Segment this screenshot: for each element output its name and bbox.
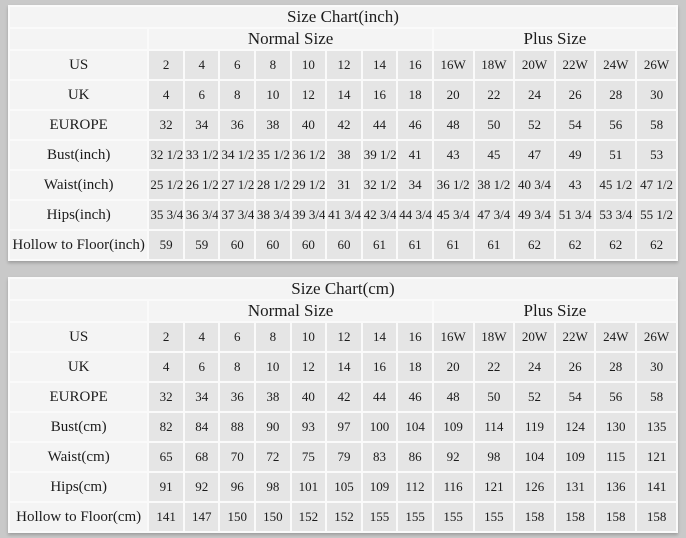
size-value-cell: 105: [327, 473, 361, 501]
size-value-cell: 136: [596, 473, 635, 501]
size-value-cell: 6: [220, 323, 254, 351]
size-value-cell: 26: [556, 81, 595, 109]
size-value-cell: 82: [149, 413, 183, 441]
size-value-cell: 47 1/2: [637, 171, 676, 199]
size-value-cell: 16: [363, 353, 397, 381]
corner-cell: [10, 301, 147, 321]
size-value-cell: 50: [475, 383, 514, 411]
size-value-cell: 35 3/4: [149, 201, 183, 229]
column-group-header: Plus Size: [434, 29, 676, 49]
size-value-cell: 47: [515, 141, 554, 169]
row-label: Hollow to Floor(cm): [10, 503, 147, 531]
size-value-cell: 40: [292, 111, 326, 139]
size-value-cell: 61: [398, 231, 432, 259]
column-group-row: [10, 29, 676, 49]
size-value-cell: 49: [556, 141, 595, 169]
size-value-cell: 158: [515, 503, 554, 531]
size-value-cell: 97: [327, 413, 361, 441]
size-value-cell: 24: [515, 81, 554, 109]
size-value-cell: 116: [434, 473, 473, 501]
size-value-cell: 42: [327, 111, 361, 139]
size-value-cell: 20W: [515, 323, 554, 351]
size-value-cell: 59: [149, 231, 183, 259]
size-value-cell: 38 3/4: [256, 201, 290, 229]
size-value-cell: 109: [434, 413, 473, 441]
size-value-cell: 40: [292, 383, 326, 411]
size-value-cell: 20: [434, 81, 473, 109]
size-value-cell: 90: [256, 413, 290, 441]
size-value-cell: 31: [327, 171, 361, 199]
size-value-cell: 4: [185, 323, 219, 351]
column-group-header: Normal Size: [149, 301, 432, 321]
size-value-cell: 22: [475, 353, 514, 381]
size-value-cell: 45 1/2: [596, 171, 635, 199]
size-value-cell: 4: [149, 81, 183, 109]
size-value-cell: 41: [398, 141, 432, 169]
size-value-cell: 83: [363, 443, 397, 471]
size-value-cell: 50: [475, 111, 514, 139]
size-value-cell: 158: [556, 503, 595, 531]
size-value-cell: 8: [220, 353, 254, 381]
size-value-cell: 8: [256, 51, 290, 79]
size-value-cell: 36: [220, 111, 254, 139]
size-value-cell: 43: [556, 171, 595, 199]
size-value-cell: 6: [185, 81, 219, 109]
row-label: Waist(cm): [10, 443, 147, 471]
row-label: US: [10, 323, 147, 351]
size-value-cell: 56: [596, 383, 635, 411]
size-value-cell: 42: [327, 383, 361, 411]
size-value-cell: 16: [363, 81, 397, 109]
size-value-cell: 92: [185, 473, 219, 501]
size-value-cell: 32: [149, 383, 183, 411]
size-value-cell: 8: [220, 81, 254, 109]
size-value-cell: 60: [292, 231, 326, 259]
size-value-cell: 158: [637, 503, 676, 531]
size-value-cell: 155: [363, 503, 397, 531]
size-value-cell: 61: [363, 231, 397, 259]
size-value-cell: 61: [434, 231, 473, 259]
size-value-cell: 4: [149, 353, 183, 381]
size-value-cell: 126: [515, 473, 554, 501]
size-value-cell: 28: [596, 81, 635, 109]
size-value-cell: 121: [637, 443, 676, 471]
column-group-header: Normal Size: [149, 29, 432, 49]
size-value-cell: 6: [220, 51, 254, 79]
size-value-cell: 91: [149, 473, 183, 501]
size-value-cell: 39 3/4: [292, 201, 326, 229]
size-value-cell: 93: [292, 413, 326, 441]
size-value-cell: 2: [149, 51, 183, 79]
size-value-cell: 43: [434, 141, 473, 169]
row-label: UK: [10, 81, 147, 109]
size-value-cell: 52: [515, 111, 554, 139]
table-row: [10, 323, 676, 351]
size-value-cell: 62: [637, 231, 676, 259]
size-value-cell: 119: [515, 413, 554, 441]
size-value-cell: 44 3/4: [398, 201, 432, 229]
size-value-cell: 98: [256, 473, 290, 501]
size-value-cell: 147: [185, 503, 219, 531]
size-value-cell: 112: [398, 473, 432, 501]
size-value-cell: 135: [637, 413, 676, 441]
size-value-cell: 18W: [475, 51, 514, 79]
size-value-cell: 45 3/4: [434, 201, 473, 229]
size-value-cell: 130: [596, 413, 635, 441]
table-row: [10, 503, 676, 531]
row-label: Waist(inch): [10, 171, 147, 199]
size-value-cell: 24W: [596, 323, 635, 351]
size-value-cell: 20W: [515, 51, 554, 79]
size-value-cell: 22W: [556, 51, 595, 79]
size-value-cell: 114: [475, 413, 514, 441]
size-value-cell: 68: [185, 443, 219, 471]
size-value-cell: 141: [637, 473, 676, 501]
size-value-cell: 109: [556, 443, 595, 471]
size-value-cell: 51: [596, 141, 635, 169]
size-value-cell: 141: [149, 503, 183, 531]
size-value-cell: 12: [292, 353, 326, 381]
size-chart-table: [8, 5, 678, 261]
table-row: [10, 111, 676, 139]
size-value-cell: 28 1/2: [256, 171, 290, 199]
table-title: Size Chart(cm): [10, 279, 676, 299]
size-value-cell: 6: [185, 353, 219, 381]
size-value-cell: 48: [434, 111, 473, 139]
size-value-cell: 124: [556, 413, 595, 441]
size-value-cell: 10: [292, 51, 326, 79]
size-value-cell: 59: [185, 231, 219, 259]
size-value-cell: 36: [220, 383, 254, 411]
size-value-cell: 45: [475, 141, 514, 169]
size-value-cell: 158: [596, 503, 635, 531]
size-value-cell: 65: [149, 443, 183, 471]
size-value-cell: 72: [256, 443, 290, 471]
size-value-cell: 38: [256, 111, 290, 139]
size-value-cell: 12: [292, 81, 326, 109]
size-value-cell: 46: [398, 111, 432, 139]
size-value-cell: 34: [185, 111, 219, 139]
size-value-cell: 56: [596, 111, 635, 139]
size-value-cell: 39 1/2: [363, 141, 397, 169]
size-chart-inch-table: [8, 5, 678, 261]
size-value-cell: 8: [256, 323, 290, 351]
size-value-cell: 62: [596, 231, 635, 259]
size-value-cell: 62: [515, 231, 554, 259]
size-value-cell: 34: [398, 171, 432, 199]
size-value-cell: 104: [515, 443, 554, 471]
size-value-cell: 36 1/2: [292, 141, 326, 169]
size-value-cell: 92: [434, 443, 473, 471]
size-value-cell: 88: [220, 413, 254, 441]
size-value-cell: 10: [256, 81, 290, 109]
size-value-cell: 155: [475, 503, 514, 531]
size-value-cell: 36 1/2: [434, 171, 473, 199]
table-row: [10, 443, 676, 471]
size-value-cell: 84: [185, 413, 219, 441]
table-row: [10, 171, 676, 199]
table-row: [10, 51, 676, 79]
size-value-cell: 12: [327, 323, 361, 351]
size-value-cell: 52: [515, 383, 554, 411]
size-value-cell: 16W: [434, 51, 473, 79]
table-row: [10, 231, 676, 259]
size-value-cell: 54: [556, 111, 595, 139]
size-value-cell: 58: [637, 383, 676, 411]
row-label: Hips(inch): [10, 201, 147, 229]
size-value-cell: 152: [327, 503, 361, 531]
size-value-cell: 18W: [475, 323, 514, 351]
size-value-cell: 75: [292, 443, 326, 471]
size-value-cell: 152: [292, 503, 326, 531]
size-value-cell: 150: [220, 503, 254, 531]
size-value-cell: 155: [398, 503, 432, 531]
size-value-cell: 22W: [556, 323, 595, 351]
table-title-row: [10, 7, 676, 27]
size-value-cell: 60: [256, 231, 290, 259]
size-value-cell: 41 3/4: [327, 201, 361, 229]
size-value-cell: 61: [475, 231, 514, 259]
row-label: UK: [10, 353, 147, 381]
size-value-cell: 34: [185, 383, 219, 411]
table-row: [10, 413, 676, 441]
size-value-cell: 32 1/2: [149, 141, 183, 169]
size-value-cell: 38: [256, 383, 290, 411]
size-value-cell: 48: [434, 383, 473, 411]
size-value-cell: 14: [327, 353, 361, 381]
column-group-row: [10, 301, 676, 321]
size-value-cell: 58: [637, 111, 676, 139]
table-row: [10, 353, 676, 381]
size-value-cell: 121: [475, 473, 514, 501]
size-value-cell: 36 3/4: [185, 201, 219, 229]
size-value-cell: 12: [327, 51, 361, 79]
size-value-cell: 10: [292, 323, 326, 351]
size-value-cell: 25 1/2: [149, 171, 183, 199]
size-value-cell: 28: [596, 353, 635, 381]
size-value-cell: 35 1/2: [256, 141, 290, 169]
size-value-cell: 115: [596, 443, 635, 471]
size-value-cell: 2: [149, 323, 183, 351]
size-value-cell: 10: [256, 353, 290, 381]
size-value-cell: 26W: [637, 323, 676, 351]
size-value-cell: 54: [556, 383, 595, 411]
table-row: [10, 383, 676, 411]
size-value-cell: 86: [398, 443, 432, 471]
size-chart-table: [8, 277, 678, 533]
table-title-row: [10, 279, 676, 299]
row-label: US: [10, 51, 147, 79]
size-value-cell: 46: [398, 383, 432, 411]
size-value-cell: 44: [363, 111, 397, 139]
size-value-cell: 14: [363, 51, 397, 79]
size-value-cell: 70: [220, 443, 254, 471]
size-value-cell: 62: [556, 231, 595, 259]
size-value-cell: 79: [327, 443, 361, 471]
size-value-cell: 32 1/2: [363, 171, 397, 199]
size-value-cell: 155: [434, 503, 473, 531]
size-value-cell: 51 3/4: [556, 201, 595, 229]
size-value-cell: 26W: [637, 51, 676, 79]
row-label: EUROPE: [10, 111, 147, 139]
size-value-cell: 101: [292, 473, 326, 501]
size-value-cell: 24: [515, 353, 554, 381]
size-value-cell: 18: [398, 81, 432, 109]
size-value-cell: 4: [185, 51, 219, 79]
row-label: Bust(inch): [10, 141, 147, 169]
size-value-cell: 16: [398, 323, 432, 351]
size-value-cell: 38: [327, 141, 361, 169]
size-value-cell: 53: [637, 141, 676, 169]
table-row: [10, 201, 676, 229]
table-row: [10, 81, 676, 109]
row-label: EUROPE: [10, 383, 147, 411]
size-value-cell: 29 1/2: [292, 171, 326, 199]
column-group-header: Plus Size: [434, 301, 676, 321]
row-label: Bust(cm): [10, 413, 147, 441]
size-value-cell: 55 1/2: [637, 201, 676, 229]
size-value-cell: 104: [398, 413, 432, 441]
size-value-cell: 22: [475, 81, 514, 109]
size-value-cell: 16: [398, 51, 432, 79]
size-value-cell: 47 3/4: [475, 201, 514, 229]
size-value-cell: 14: [363, 323, 397, 351]
size-value-cell: 53 3/4: [596, 201, 635, 229]
size-value-cell: 60: [327, 231, 361, 259]
size-value-cell: 34 1/2: [220, 141, 254, 169]
table-row: [10, 473, 676, 501]
size-value-cell: 40 3/4: [515, 171, 554, 199]
size-value-cell: 42 3/4: [363, 201, 397, 229]
size-value-cell: 44: [363, 383, 397, 411]
row-label: Hips(cm): [10, 473, 147, 501]
size-value-cell: 37 3/4: [220, 201, 254, 229]
size-value-cell: 27 1/2: [220, 171, 254, 199]
row-label: Hollow to Floor(inch): [10, 231, 147, 259]
size-value-cell: 30: [637, 353, 676, 381]
size-value-cell: 49 3/4: [515, 201, 554, 229]
size-chart-cm-table: [8, 277, 678, 533]
size-value-cell: 26: [556, 353, 595, 381]
size-value-cell: 26 1/2: [185, 171, 219, 199]
size-value-cell: 14: [327, 81, 361, 109]
size-value-cell: 24W: [596, 51, 635, 79]
size-value-cell: 16W: [434, 323, 473, 351]
size-value-cell: 33 1/2: [185, 141, 219, 169]
size-value-cell: 109: [363, 473, 397, 501]
size-value-cell: 100: [363, 413, 397, 441]
size-value-cell: 96: [220, 473, 254, 501]
size-value-cell: 98: [475, 443, 514, 471]
size-value-cell: 60: [220, 231, 254, 259]
size-value-cell: 131: [556, 473, 595, 501]
size-value-cell: 32: [149, 111, 183, 139]
size-value-cell: 30: [637, 81, 676, 109]
table-row: [10, 141, 676, 169]
size-value-cell: 20: [434, 353, 473, 381]
corner-cell: [10, 29, 147, 49]
size-value-cell: 38 1/2: [475, 171, 514, 199]
size-value-cell: 150: [256, 503, 290, 531]
size-value-cell: 18: [398, 353, 432, 381]
table-title: Size Chart(inch): [10, 7, 676, 27]
